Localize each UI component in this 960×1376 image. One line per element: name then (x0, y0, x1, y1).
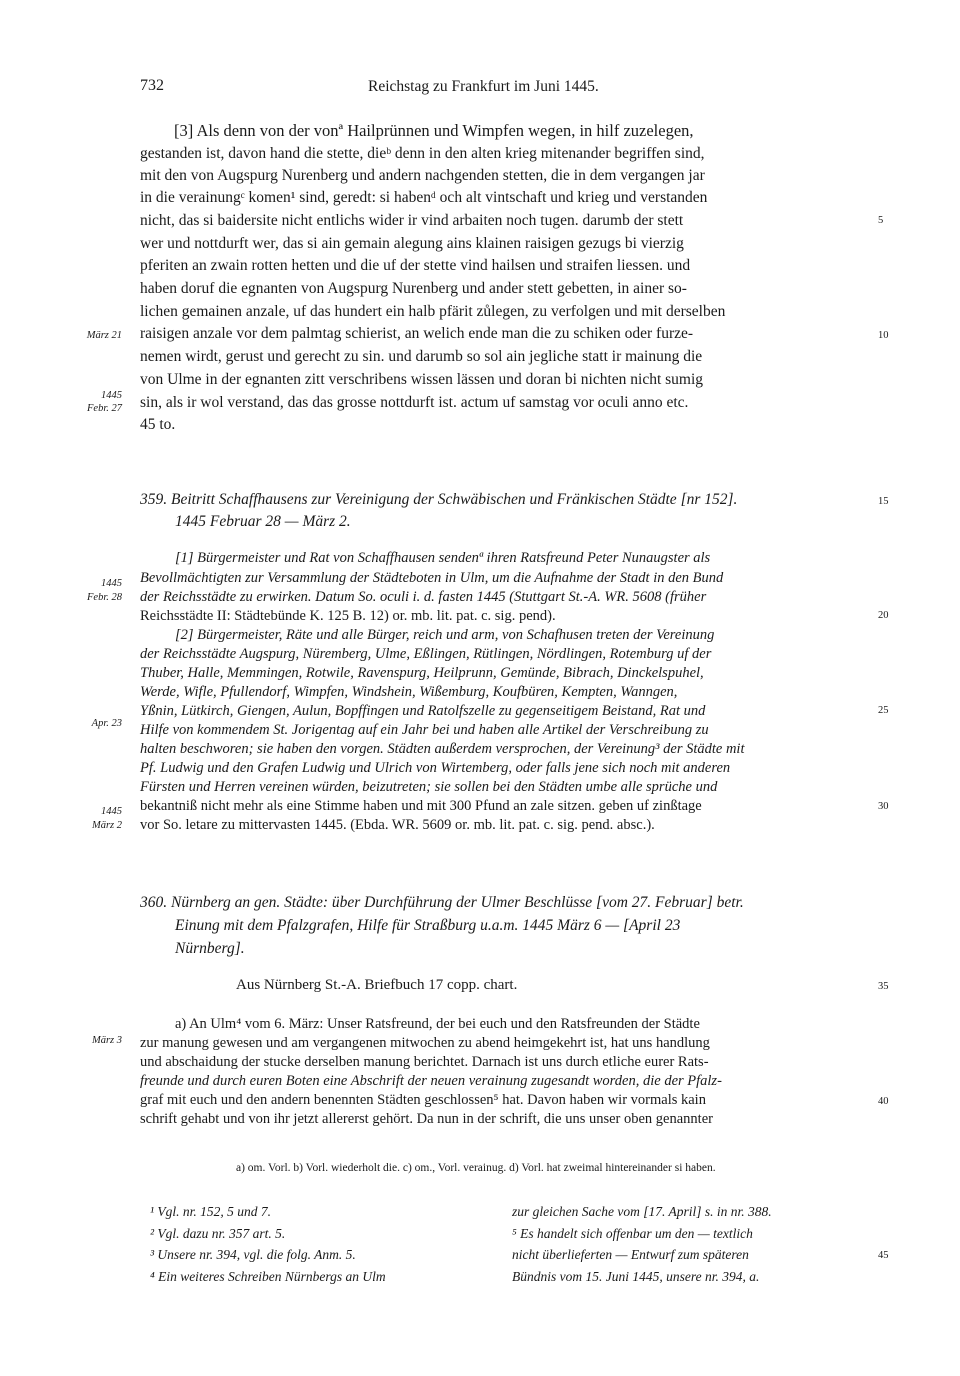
line-number: 20 (878, 610, 889, 621)
text-line: zur manung gewesen und am vergangenen mitwochen zu abend heimgekehrt ist, hat uns handlung (140, 1035, 710, 1051)
text-line: pferiten an zwain rotten hetten und die uf der stette vind hailsen und straifen liessen. und (140, 257, 691, 274)
line-number: 40 (878, 1096, 889, 1107)
line-number: 5 (878, 215, 884, 226)
text-line: freunde und durch euren Boten eine Abschrift der neuen verainung zugesandt worden, die der Pfalz- (140, 1073, 722, 1089)
margin-date: Febr. 27 (87, 403, 122, 414)
margin-date: März 21 (86, 330, 122, 341)
line-number: 45 (878, 1250, 889, 1261)
footnote: Bündnis vom 15. Juni 1445, unsere nr. 394, a. (512, 1269, 760, 1284)
text-line: nemen wirdt, gerust und gerecht zu sin. und darumb so sol ain jegliche statt ir mainung die (140, 348, 703, 365)
footnote: ¹ Vgl. nr. 152, 5 und 7. (150, 1204, 272, 1219)
line-number: 15 (878, 496, 889, 507)
footnote: ³ Unsere nr. 394, vgl. die folg. Anm. 5. (150, 1247, 356, 1262)
text-line: Reichsstädte II: Städtebünde K. 125 B. 12) or. mb. lit. pat. c. sig. pend). (140, 608, 556, 624)
running-title: Reichstag zu Frankfurt im Juni 1445. (368, 78, 599, 95)
text-line: lichen gemainen anzale, uf das hundert ein halb pfärit zůlegen, zu verfolgen und mit derselben (140, 303, 726, 320)
margin-date: Apr. 23 (91, 718, 122, 729)
section-heading: Einung mit dem Pfalzgrafen, Hilfe für Straßburg u.a.m. 1445 März 6 — [April 23 (175, 917, 681, 934)
text-line: graf mit euch und den andern benennten Städten geschlossen⁵ hat. Davon haben wir vormals kain (140, 1092, 706, 1108)
text-line: a) An Ulm⁴ vom 6. März: Unser Ratsfreund, der bei euch und den Ratsfreunden der Städte (175, 1016, 700, 1032)
text-line: Werde, Wifle, Pfullendorf, Wimpfen, Windshein, Wißemburg, Koufbüren, Kempten, Wanngen, (140, 684, 678, 700)
text-apparatus: a) om. Vorl. b) Vorl. wiederholt die. c) om., Vorl. verainug. d) Vorl. hat zweimal hintereinander si haben. (236, 1162, 716, 1174)
margin-date: Febr. 28 (87, 592, 122, 603)
text-line: mit den von Augspurg Nurenberg und andern nachgenden stetten, die in dem vergangen jar (140, 167, 705, 184)
section-heading: 360. Nürnberg an gen. Städte: über Durchführung der Ulmer Beschlüsse [vom 27. Februar] betr. (140, 894, 744, 911)
text-line: raisigen anzale vor dem palmtag schierist, an welich ende man die zu schiken oder furze- (140, 325, 694, 342)
text-line: haben doruf die egnanten von Augspurg Nurenberg und ander stett gebetten, in ainer so- (140, 280, 687, 297)
footnote: ² Vgl. dazu nr. 357 art. 5. (150, 1226, 286, 1241)
text-line: Thuber, Halle, Memmingen, Rotwile, Ravenspurg, Heilprunn, Gemünde, Bibrach, Dinckelspuhel, (140, 665, 704, 681)
line-number: 35 (878, 981, 889, 992)
text-line: vor So. letare zu mittervasten 1445. (Ebda. WR. 5609 or. mb. lit. pat. c. sig. pend. absc.). (140, 817, 655, 833)
text-line: Pf. Ludwig und den Grafen Ludwig und Ulrich von Wirtemberg, oder falls jene sich noch mit anderen (140, 760, 731, 776)
margin-date: 1445 (101, 390, 122, 401)
margin-date: 1445 (101, 578, 122, 589)
text-line: der Reichsstädte zu erwirken. Datum So. oculi i. d. fasten 1445 (Stuttgart St.-A. WR. 5608 (früher (140, 589, 707, 605)
text-line: Yßnin, Lütkirch, Giengen, Aulun, Bopffingen und Ratolfszelle zu gegenseitigem Beistand, Rat und (140, 703, 706, 719)
text-line: sin, als ir wol verstand, das das grosse nottdurft ist. actum uf samstag vor oculi anno etc. (140, 394, 689, 411)
text-line: Hilfe von kommendem St. Jorigentag auf ein Jahr bei und haben alle Artikel der Verschreibung zu (140, 722, 709, 738)
page-number: 732 (140, 77, 164, 94)
text-line: halten beschworen; sie haben den vorgen. Städten außerdem versprochen, der Vereinung³ der Städte mit (140, 741, 745, 757)
text-line: gestanden ist, davon hand die stette, dieᵇ denn in den alten krieg mitenander begriffen sind, (140, 145, 705, 162)
text-line: nicht, das si baidersite nicht entlichs wider ir vind arbaiten noch tugen. darumb der stett (140, 212, 684, 229)
margin-date: März 3 (91, 1035, 122, 1046)
footnote: nicht überlieferten — Entwurf zum späteren (512, 1247, 749, 1262)
text-line: schrift gehabt und von ihr jetzt allererst gehört. Da nun in der schrift, die uns unser oben genannter (140, 1111, 713, 1127)
source-note: Aus Nürnberg St.-A. Briefbuch 17 copp. chart. (236, 977, 518, 993)
footnote: ⁵ Es handelt sich offenbar um den — textlich (512, 1226, 753, 1241)
section-heading: Nürnberg]. (175, 940, 245, 957)
text-line: der Reichsstädte Augspurg, Nüremberg, Ulme, Eßlingen, Rütlingen, Nördlingen, Rotemburg uf der (140, 646, 712, 662)
footnote: ⁴ Ein weiteres Schreiben Nürnbergs an Ulm (150, 1269, 386, 1284)
text-line: [2] Bürgermeister, Räte und alle Bürger, reich und arm, von Schafhusen treten der Vereinung (175, 627, 715, 643)
footnote: zur gleichen Sache vom [17. April] s. in nr. 388. (512, 1204, 772, 1219)
section-heading: 1445 Februar 28 — März 2. (175, 513, 351, 530)
line-number: 30 (878, 801, 889, 812)
line-number: 10 (878, 330, 889, 341)
text-line: und abschaidung der stucke derselben manung berichtet. Darnach ist uns durch etliche eurer Rats- (140, 1054, 709, 1070)
margin-date: März 2 (91, 820, 122, 831)
text-line: von Ulme in der egnanten zitt verschribens wissen lässen und doran bi nichten nicht sumig (140, 371, 704, 388)
text-line: [3] Als denn von der vonª Hailprünnen und Wimpfen wegen, in hilf zuzelegen, (174, 121, 694, 140)
margin-date: 1445 (101, 806, 122, 817)
text-line: in die verainungᶜ komen¹ sind, geredt: si habenᵈ och alt vintschaft und krieg und verstanden (140, 189, 708, 206)
text-line: 45 to. (140, 416, 176, 433)
text-line: Fürsten und Herren vereinen würden, beizutreten; sie sollen bei den Städten umbe alle sprüche und (140, 779, 718, 795)
text-line: [1] Bürgermeister und Rat von Schaffhausen sendenª ihren Ratsfreund Peter Nunaugster als (175, 550, 711, 566)
line-number: 25 (878, 705, 889, 716)
text-line: Bevollmächtigten zur Versammlung der Städteboten in Ulm, um die Aufnahme der Stadt in den Bund (140, 570, 724, 586)
text-line: wer und nottdurft wer, das si ain gemain alegung ains klainen raisigen gezugs bi vierzig (140, 235, 684, 252)
text-line: bekantniß nicht mehr als eine Stimme haben und mit 300 Pfund an zale sitzen. geben uf zinßtage (140, 798, 702, 814)
section-heading: 359. Beitritt Schaffhausens zur Vereinigung der Schwäbischen und Fränkischen Städte [nr 152]. (140, 491, 738, 508)
